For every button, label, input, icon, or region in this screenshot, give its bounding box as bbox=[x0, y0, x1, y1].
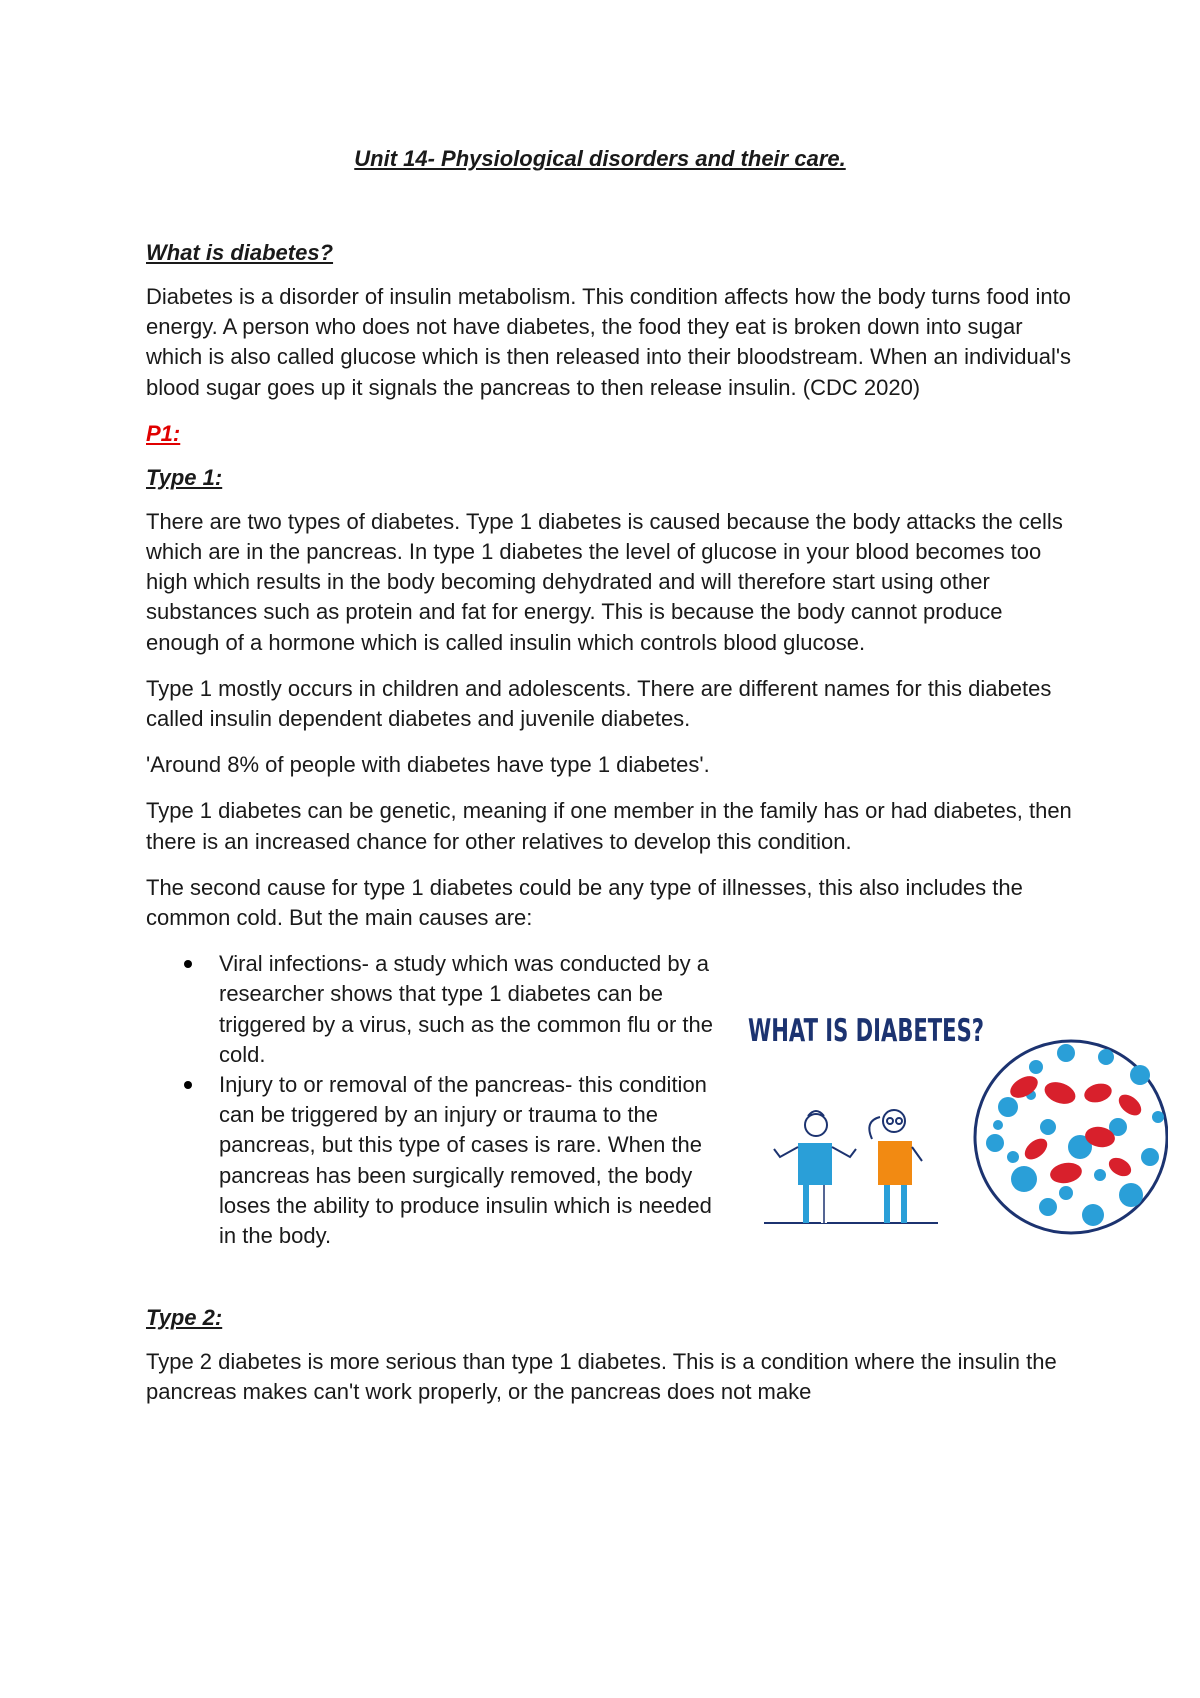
bullet-text-pancreas: Injury to or removal of the pancreas- this condition can be triggered by an injury or trauma to the pancreas, but this type of cases is rare. When the pancreas has been surgically removed, the body loses the ability to produce insulin which is needed in the body. bbox=[219, 1072, 712, 1249]
causes-section bbox=[146, 949, 1076, 1289]
bullet-icon bbox=[184, 1081, 192, 1089]
causes-list bbox=[146, 949, 716, 1251]
p1-label: P1: bbox=[146, 420, 181, 446]
list-item bbox=[146, 949, 716, 1070]
bullet-icon bbox=[184, 960, 192, 968]
type1-paragraph-2: Type 1 mostly occurs in children and adolescents. There are different names for this diabetes called insulin dependent diabetes and juvenile diabetes. bbox=[146, 675, 1052, 732]
list-item bbox=[146, 1070, 716, 1251]
type1-heading: Type 1: bbox=[146, 464, 223, 490]
bullet-text-viral: Viral infections- a study which was conducted by a researcher shows that type 1 diabetes can be triggered by a virus, such as the common flu or the cold. bbox=[219, 951, 714, 1067]
type1-paragraph-genetic: Type 1 diabetes can be genetic, meaning if one member in the family has or had diabetes, then there is an increased chance for other relatives to develop this condition. bbox=[146, 798, 1072, 854]
what-is-diabetes-illustration bbox=[748, 997, 1168, 1267]
type1-quote: 'Around 8% of people with diabetes have type 1 diabetes'. bbox=[146, 752, 710, 778]
type2-heading: Type 2: bbox=[146, 1305, 223, 1331]
illustration-title: WHAT IS DIABETES? bbox=[748, 1013, 984, 1050]
type2-paragraph: Type 2 diabetes is more serious than type 1 diabetes. This is a condition where the insulin the pancreas makes can't work properly, or the pancreas does not make bbox=[146, 1349, 1057, 1405]
document-title: Unit 14- Physiological disorders and their care. bbox=[354, 146, 846, 171]
blood-cells-icon bbox=[975, 1041, 1167, 1233]
type1-paragraph-1: There are two types of diabetes. Type 1 diabetes is caused because the body attacks the cells which are in the pancreas. In type 1 diabetes the level of glucose in your blood becomes too high which results in the body becoming dehydrated and will therefore start using other substances such as protein and fat for energy. This is because the body cannot produce enough of a hormone which is called insulin which controls blood glucose. bbox=[146, 508, 1063, 655]
type1-paragraph-causes: The second cause for type 1 diabetes could be any type of illnesses, this also includes the common cold. But the main causes are: bbox=[146, 874, 1023, 931]
person-orange-icon bbox=[869, 1110, 922, 1223]
document-body bbox=[146, 238, 1076, 1424]
person-blue-icon bbox=[774, 1111, 856, 1223]
what-is-diabetes-heading: What is diabetes? bbox=[146, 240, 334, 265]
what-is-diabetes-paragraph: Diabetes is a disorder of insulin metabolism. This condition affects how the body turns food into energy. A person who does not have diabetes, the food they eat is broken down into sugar which is also called glucose which is then released into their bloodstream. When an individual's blood sugar goes up it signals the pancreas to then release insulin. (CDC 2020) bbox=[146, 284, 1072, 400]
